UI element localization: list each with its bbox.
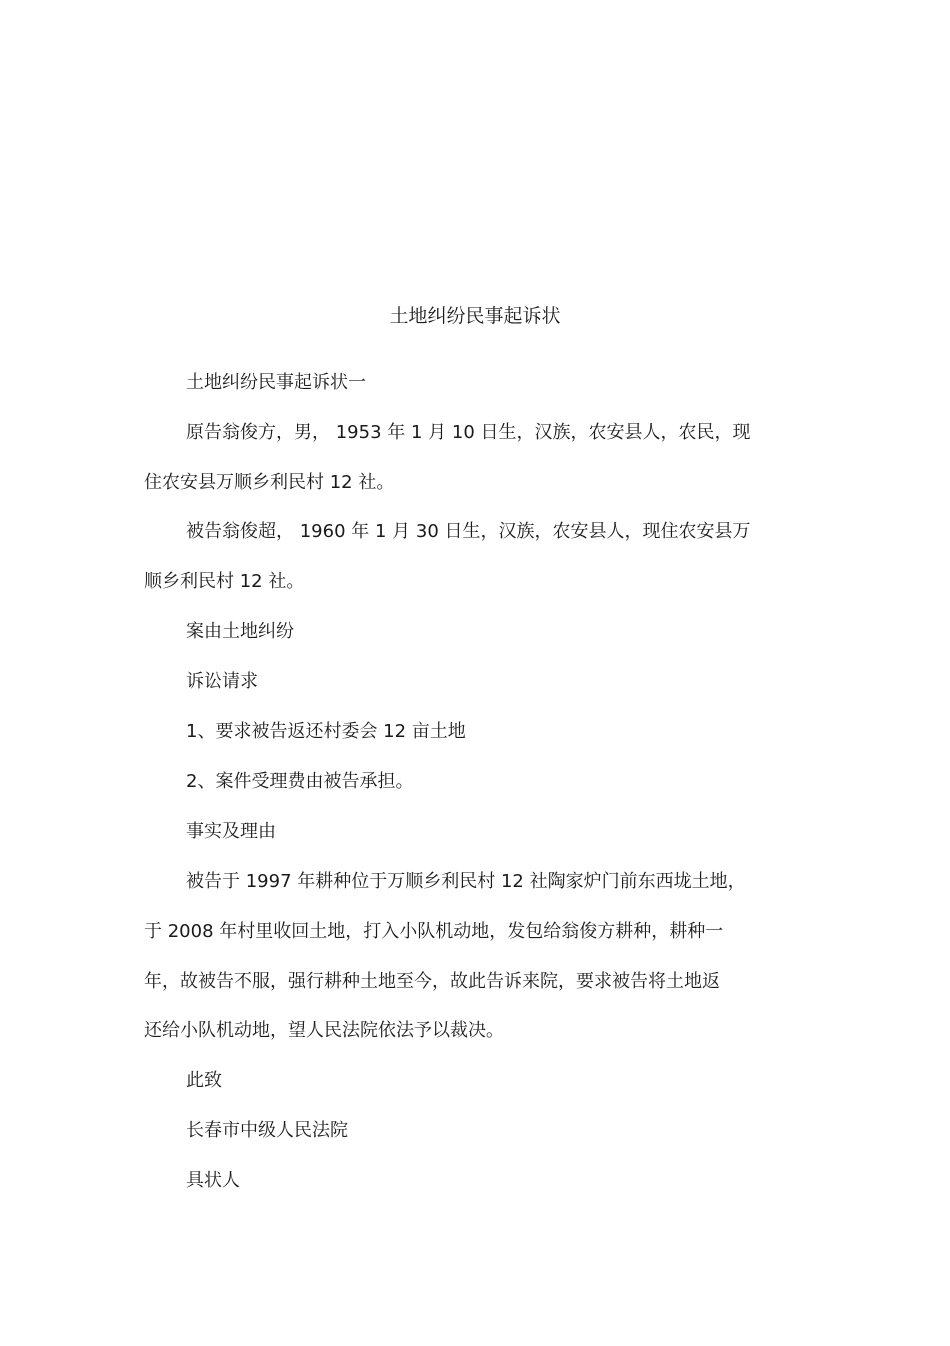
- defendant-line-2: 顺乡利民村 12 社。: [144, 571, 305, 592]
- plaintiff-line-2: 住农安县万顺乡利民村 12 社。: [144, 472, 395, 493]
- claim-item-2: 2、案件受理费由被告承担。: [186, 771, 414, 792]
- cause-of-action: 案由土地纠纷: [186, 621, 294, 642]
- subtitle-line: 土地纠纷民事起诉状一: [186, 372, 366, 393]
- claims-heading: 诉讼请求: [186, 671, 258, 692]
- signatory: 具状人: [186, 1170, 240, 1191]
- facts-line-1: 被告于 1997 年耕种位于万顺乡利民村 12 社陶家炉门前东西垅土地，: [186, 871, 746, 892]
- court-name: 长春市中级人民法院: [186, 1120, 348, 1141]
- facts-line-2: 于 2008 年村里收回土地，打入小队机动地，发包给翁俊方耕种，耕种一: [144, 921, 724, 942]
- facts-line-4: 还给小队机动地，望人民法院依法予以裁决。: [144, 1020, 504, 1041]
- document-title: 土地纠纷民事起诉状: [389, 305, 561, 327]
- facts-line-3: 年，故被告不服，强行耕种土地至今，故此告诉来院，要求被告将土地返: [144, 971, 720, 992]
- facts-heading: 事实及理由: [186, 821, 276, 842]
- claim-item-1: 1、要求被告返还村委会 12 亩土地: [186, 721, 466, 742]
- plaintiff-line-1: 原告翁俊方，男， 1953 年 1 月 10 日生，汉族，农安县人，农民，现: [186, 422, 751, 443]
- defendant-line-1: 被告翁俊超， 1960 年 1 月 30 日生，汉族，农安县人，现住农安县万: [186, 521, 751, 542]
- salutation: 此致: [186, 1070, 222, 1091]
